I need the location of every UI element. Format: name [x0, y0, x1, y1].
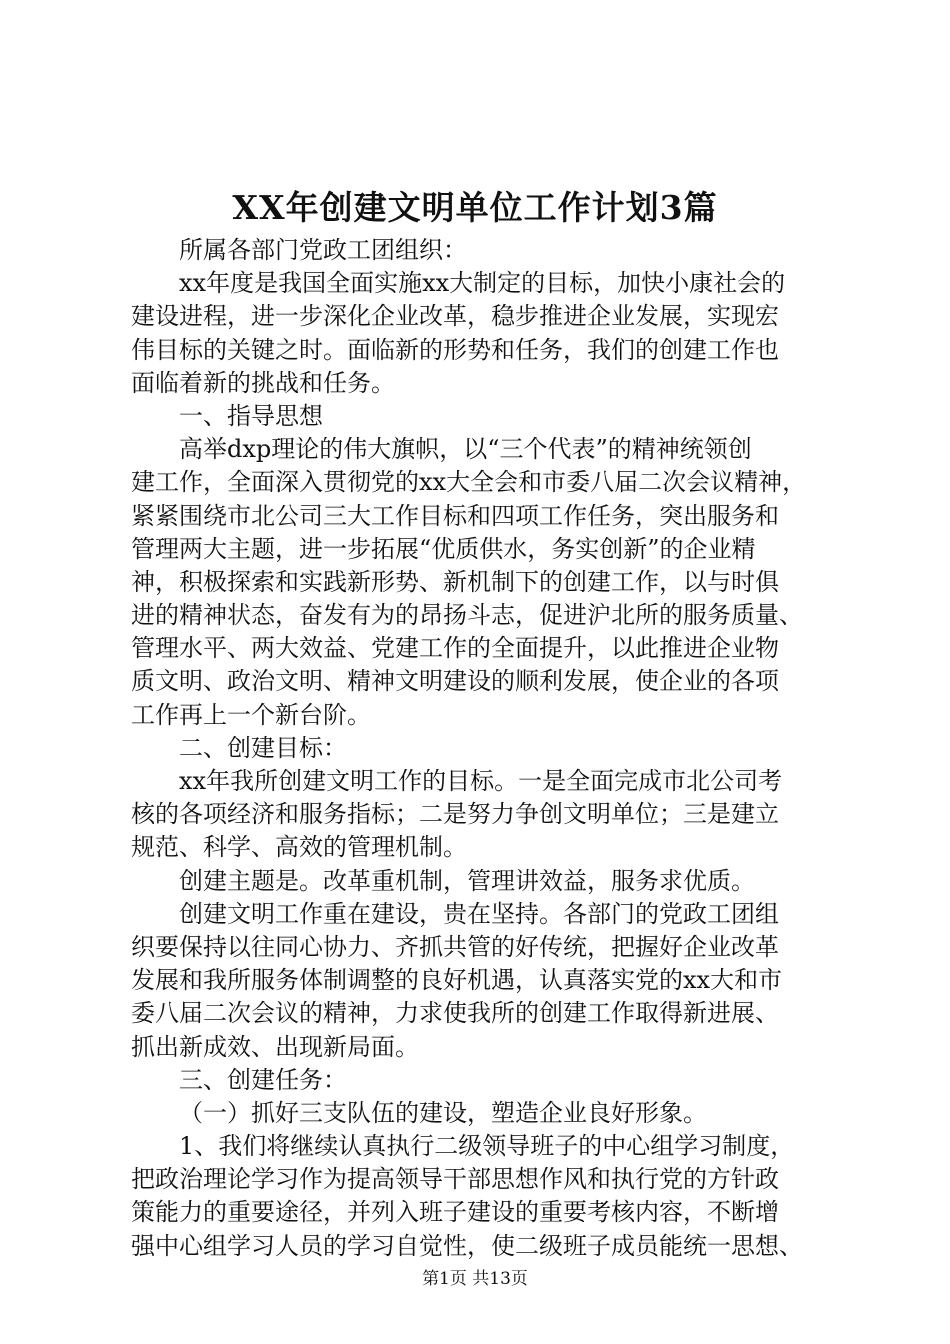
text-line: xx年度是我国全面实施xx大制定的目标，加快小康社会的 — [179, 269, 786, 298]
text-line: 工作再上一个新台阶。 — [131, 700, 371, 729]
text-line: 建工作，全面深入贯彻党的xx大全会和市委八届二次会议精神， — [131, 468, 807, 497]
text-line: 进的精神状态，奋发有为的昂扬斗志，促进沪北所的服务质量、 — [131, 601, 803, 630]
text-line: 三、创建任务： — [179, 1065, 347, 1094]
text-line: （一）抓好三支队伍的建设，塑造企业良好形象。 — [179, 1098, 707, 1127]
text-line: 二、创建目标： — [179, 733, 347, 762]
text-line: 织要保持以往同心协力、齐抓共管的好传统，把握好企业改革 — [131, 932, 779, 961]
text-line: 抓出新成效、出现新局面。 — [131, 1032, 419, 1061]
text-line: 强中心组学习人员的学习自觉性，使二级班子成员能统一思想、 — [131, 1231, 803, 1260]
text-line: 创建文明工作重在建设，贵在坚持。各部门的党政工团组 — [179, 899, 779, 928]
text-line: 面临着新的挑战和任务。 — [131, 368, 395, 397]
text-line: 委八届二次会议的精神，力求使我所的创建工作取得新进展、 — [131, 999, 779, 1028]
text-line: 质文明、政治文明、精神文明建设的顺利发展，使企业的各项 — [131, 667, 779, 696]
document-title: XX年创建文明单位工作计划3篇 — [232, 188, 718, 227]
text-line: 创建主题是。改革重机制，管理讲效益，服务求优质。 — [179, 866, 755, 895]
text-line: 所属各部门党政工团组织： — [179, 236, 467, 264]
text-line: 一、指导思想 — [179, 401, 323, 430]
text-line: 把政治理论学习作为提高领导干部思想作风和执行党的方针政 — [131, 1165, 779, 1194]
text-line: 策能力的重要途径，并列入班子建设的重要考核内容，不断增 — [131, 1198, 779, 1227]
text-line: 神，积极探索和实践新形势、新机制下的创建工作，以与时俱 — [131, 567, 779, 596]
text-line: 伟目标的关键之时。面临新的形势和任务，我们的创建工作也 — [131, 335, 779, 364]
text-line: 管理水平、两大效益、党建工作的全面提升，以此推进企业物 — [131, 634, 779, 663]
text-line: 规范、科学、高效的管理机制。 — [131, 833, 467, 862]
page-footer: 第1页 共13页 — [422, 1269, 528, 1289]
text-line: xx年我所创建文明工作的目标。一是全面完成市北公司考 — [179, 767, 783, 795]
text-line: 1、我们将继续认真执行二级领导班子的中心组学习制度， — [179, 1132, 795, 1161]
document-body — [131, 234, 831, 1263]
text-line: 发展和我所服务体制调整的良好机遇，认真落实党的xx大和市 — [131, 966, 783, 995]
text-line: 高举dxp理论的伟大旗帜，以“三个代表”的精神统领创 — [179, 435, 752, 464]
text-line: 紧紧围绕市北公司三大工作目标和四项工作任务，突出服务和 — [131, 501, 779, 530]
text-line: 核的各项经济和服务指标；二是努力争创文明单位；三是建立 — [131, 800, 779, 829]
text-line: 建设进程，进一步深化企业改革，稳步推进企业发展，实现宏 — [131, 302, 779, 331]
text-line: 管理两大主题，进一步拓展“优质供水，务实创新”的企业精 — [131, 534, 756, 563]
